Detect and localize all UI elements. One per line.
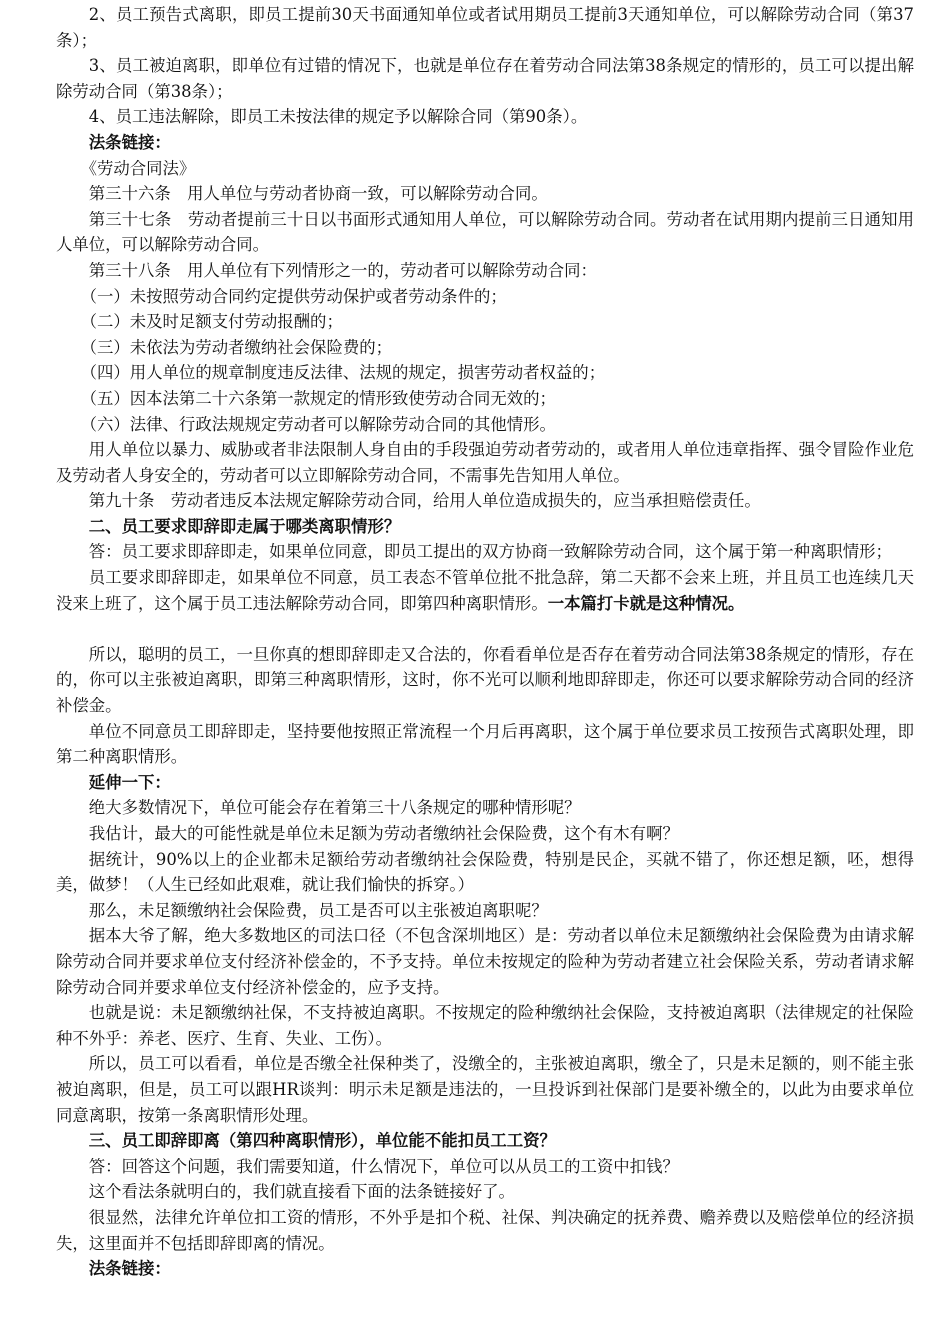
body-paragraph: 绝大多数情况下，单位可能会存在着第三十八条规定的哪种情形呢？ bbox=[88, 798, 581, 818]
body-paragraph bbox=[56, 565, 914, 616]
body-paragraph: 这个看法条就明白的，我们就直接看下面的法条链接好了。 bbox=[88, 1182, 515, 1202]
answer-paragraph: 答：回答这个问题，我们需要知道，什么情况下，单位可以从员工的工资中扣钱？ bbox=[88, 1156, 679, 1176]
paragraph-item-4: 4、员工违法解除，即员工未按法律的规定予以解除合同（第90条）。 bbox=[88, 107, 588, 127]
body-paragraph: 据统计，90%以上的企业都未足额给劳动者缴纳社会保险费，特别是民企，买就不错了，你还想足额，呸，想得美，做梦！（人生已经如此艰难，就让我们愉快的拆穿。） bbox=[56, 849, 914, 895]
article-36: 第三十六条 用人单位与劳动者协商一致，可以解除劳动合同。 bbox=[88, 184, 548, 204]
body-paragraph: 据本大爷了解，绝大多数地区的司法口径（不包含深圳地区）是：劳动者以单位未足额缴纳社会保险费为由请求解除劳动合同并要求单位支付经济补偿金的，不予支持。单位未按规定的险种为劳动者建立社会保险关系，劳动者请求解除劳动合同并要求单位支付经济补偿金的，应予支持。 bbox=[56, 926, 914, 997]
paragraph-gap bbox=[56, 616, 914, 642]
body-paragraph: 我估计，最大的可能性就是单位未足额为劳动者缴纳社会保险费，这个有木有啊？ bbox=[88, 824, 679, 843]
section-heading-2: 二、员工要求即辞即走属于哪类离职情形？ bbox=[88, 516, 401, 536]
article-38-clause-3: （三）未依法为劳动者缴纳社会保险费的； bbox=[80, 337, 393, 357]
article-90: 第九十条 劳动者违反本法规定解除劳动合同，给用人单位造成损失的，应当承担赔偿责任。 bbox=[88, 491, 761, 511]
article-38-clause-1: （一）未按照劳动合同约定提供劳动保护或者劳动条件的； bbox=[80, 286, 507, 306]
law-link-heading: 法条链接： bbox=[88, 132, 171, 152]
body-paragraph: 所以，员工可以看看，单位是否缴全社保种类了，没缴全的，主张被迫离职，缴全了，只是未足额的，则不能主张被迫离职，但是，员工可以跟HR谈判：明示未足额是违法的，一旦投诉到社保部门是要补缴全的，以此为由要求单位同意离职，按第一条离职情形处理。 bbox=[56, 1054, 914, 1125]
law-title: 《劳动合同法》 bbox=[80, 158, 196, 178]
article-38-clause-2: （二）未及时足额支付劳动报酬的； bbox=[80, 312, 343, 332]
emphasis-text: 一本篇打卡就是这种情况。 bbox=[547, 593, 745, 613]
article-38-clause-6: （六）法律、行政法规规定劳动者可以解除劳动合同的其他情形。 bbox=[80, 414, 556, 434]
article-37: 第三十七条 劳动者提前三十日以书面形式通知用人单位，可以解除劳动合同。劳动者在试用期内提前三日通知用人单位，可以解除劳动合同。 bbox=[56, 209, 914, 255]
body-paragraph: 所以，聪明的员工，一旦你真的想即辞即走又合法的，你看看单位是否存在着劳动合同法第38条规定的情形，存在的，你可以主张被迫离职，即第三种离职情形，这时，你不光可以顺利地即辞即走，你还可以要求解除劳动合同的经济补偿金。 bbox=[56, 644, 914, 716]
body-paragraph: 也就是说：未足额缴纳社保，不支持被迫离职。不按规定的险种缴纳社会保险，支持被迫离职（法律规定的社保险种不外乎：养老、医疗、生育、失业、工伤）。 bbox=[56, 1003, 914, 1048]
extension-heading: 延伸一下： bbox=[88, 772, 171, 792]
body-paragraph: 单位不同意员工即辞即走，坚持要他按照正常流程一个月后再离职，这个属于单位要求员工按预告式离职处理，即第二种离职情形。 bbox=[56, 721, 914, 767]
article-38: 第三十八条 用人单位有下列情形之一的，劳动者可以解除劳动合同： bbox=[88, 260, 597, 280]
body-text: 员工要求即辞即走，如果单位不同意，员工表态不管单位批不批急辞，第二天都不会来上班，并且员工也连续几天没来上班了，这个属于员工违法解除劳动合同，即第四种离职情形。 bbox=[56, 568, 914, 613]
answer-paragraph: 答：员工要求即辞即走，如果单位同意，即员工提出的双方协商一致解除劳动合同，这个属于第一种离职情形； bbox=[88, 542, 892, 562]
body-paragraph: 那么，未足额缴纳社会保险费，员工是否可以主张被迫离职呢？ bbox=[88, 900, 548, 920]
article-38-clause-5: （五）因本法第二十六条第一款规定的情形致使劳动合同无效的； bbox=[80, 388, 556, 408]
article-38-paragraph-2: 用人单位以暴力、威胁或者非法限制人身自由的手段强迫劳动者劳动的，或者用人单位违章指挥、强令冒险作业危及劳动者人身安全的，劳动者可以立即解除劳动合同，不需事先告知用人单位。 bbox=[56, 440, 914, 485]
law-link-heading: 法条链接： bbox=[88, 1259, 171, 1279]
paragraph-item-3: 3、员工被迫离职，即单位有过错的情况下，也就是单位存在着劳动合同法第38条规定的情形的，员工可以提出解除劳动合同（第38条）； bbox=[56, 56, 914, 101]
paragraph-item-2: 2、员工预告式离职，即员工提前30天书面通知单位或者试用期员工提前3天通知单位，可以解除劳动合同（第37条）； bbox=[56, 5, 914, 50]
body-paragraph: 很显然，法律允许单位扣工资的情形，不外乎是扣个税、社保、判决确定的抚养费、赡养费以及赔偿单位的经济损失，这里面并不包括即辞即离的情况。 bbox=[56, 1207, 914, 1253]
section-heading-3: 三、员工即辞即离（第四种离职情形），单位能不能扣员工工资？ bbox=[88, 1131, 556, 1151]
article-38-clause-4: （四）用人单位的规章制度违反法律、法规的规定，损害劳动者权益的； bbox=[80, 363, 606, 383]
